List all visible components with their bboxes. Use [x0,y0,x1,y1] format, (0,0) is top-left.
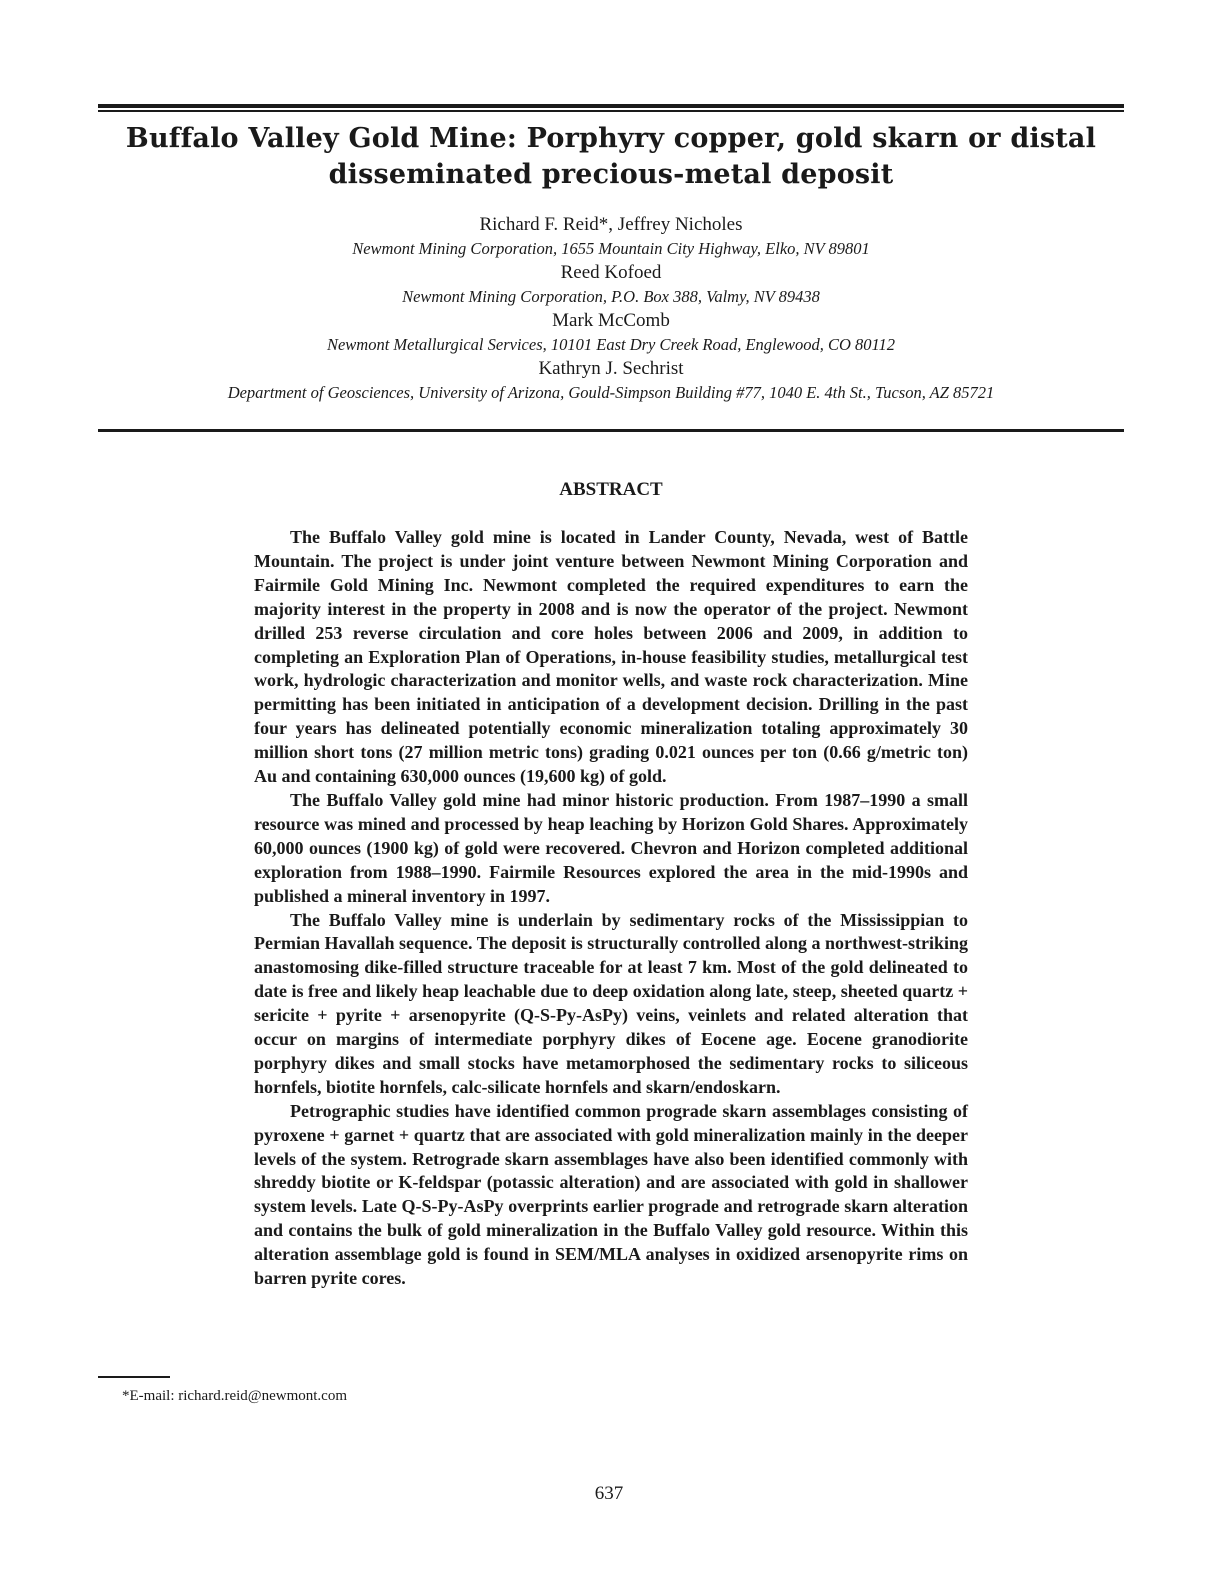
header-bottom-rule [98,429,1124,432]
footnote-email: *E-mail: richard.reid@newmont.com [122,1388,347,1404]
page-number: 637 [594,1483,624,1504]
author-affiliation: Department of Geosciences, University of Arizona, Gould-Simpson Building #77, 1040 E. 4th St., Tucson, AZ 85721 [227,383,995,402]
paper-title: Buffalo Valley Gold Mine: Porphyry copper, gold skarn or distal disseminated precious-metal deposit [125,123,1097,190]
author-name: Reed Kofoed [560,262,662,283]
abstract-paragraph: The Buffalo Valley gold mine had minor historic production. From 1987–1990 a small resource was mined and processed by heap leaching by Horizon Gold Shares. Approximately 60,000 ounces (1900 kg) of gold were recovered. Chevron and Horizon completed additional exploration from 1988–1990. Fairmile Resources explored the area in the mid-1990s and published a mineral inventory in 1997. [254,789,968,906]
author-affiliation: Newmont Mining Corporation, 1655 Mountain City Highway, Elko, NV 89801 [352,239,870,258]
footnote-rule [98,1376,170,1378]
author-affiliation: Newmont Mining Corporation, P.O. Box 388, Valmy, NV 89438 [402,287,820,306]
author-affiliation: Newmont Metallurgical Services, 10101 East Dry Creek Road, Englewood, CO 80112 [326,335,896,354]
author-name: Richard F. Reid*, Jeffrey Nicholes [479,214,743,235]
abstract-paragraph: The Buffalo Valley mine is underlain by sedimentary rocks of the Mississippian to Permian Havallah sequence. The deposit is structurally controlled along a northwest-striking anastomosing dike-filled structure traceable for at least 7 km. Most of the gold delineated to date is free and likely heap leachable due to deep oxidation along late, steep, sheeted quartz + sericite + pyrite + arsenopyrite (Q-S-Py-AsPy) veins, veinlets and related alteration that occur on margins of intermediate porphyry dikes of Eocene age. Eocene granodiorite porphyry dikes and small stocks have metamorphosed the sedimentary rocks to siliceous hornfels, biotite hornfels, calc-silicate hornfels and skarn/endoskarn. [254,909,968,1097]
author-name: Kathryn J. Sechrist [538,358,684,379]
author-name: Mark McComb [552,310,670,331]
abstract-paragraph: The Buffalo Valley gold mine is located in Lander County, Nevada, west of Battle Mountain. The project is under joint venture between Newmont Mining Corporation and Fairmile Gold Mining Inc. Newmont completed the required expenditures to earn the majority interest in the property in 2008 and is now the operator of the project. Newmont drilled 253 reverse circulation and core holes between 2006 and 2009, in addition to completing an Exploration Plan of Operations, in-house feasibility studies, metallurgical test work, hydrologic characterization and monitor wells, and waste rock characterization. Mine permitting has been initiated in anticipation of a development decision. Drilling in the past four years has delineated potentially economic mineralization totaling approximately 30 million short tons (27 million metric tons) grading 0.021 ounces per ton (0.66 g/metric ton) Au and containing 630,000 ounces (19,600 kg) of gold. [254,527,968,787]
header-double-rule [98,104,1124,112]
author-block [98,213,1124,405]
abstract-body [254,526,968,1291]
abstract-paragraph: Petrographic studies have identified common prograde skarn assemblages consisting of pyroxene + garnet + quartz that are associated with gold mineralization mainly in the deeper levels of the system. Retrograde skarn assemblages have also been identified commonly with shreddy biotite or K-feldspar (potassic alteration) and are associated with gold in shallower system levels. Late Q-S-Py-AsPy overprints earlier prograde and retrograde skarn alteration and contains the bulk of gold mineralization in the Buffalo Valley gold resource. Within this alteration assemblage gold is found in SEM/MLA analyses in oxidized arsenopyrite rims on barren pyrite cores. [254,1100,968,1289]
abstract-heading: ABSTRACT [559,479,663,500]
